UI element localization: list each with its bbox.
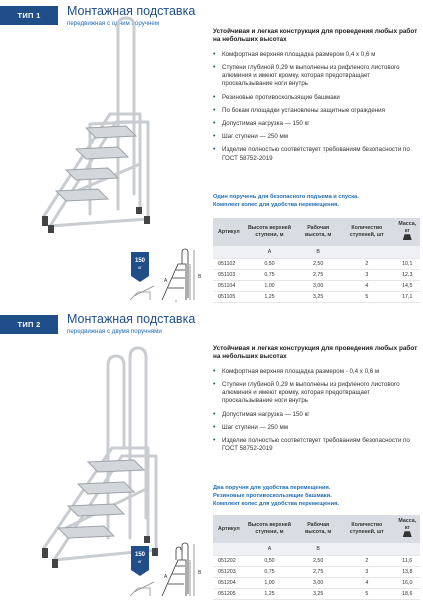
col-header-weight xyxy=(395,515,420,543)
description-title: Устойчивая и легкая конструкция для проведения любых работ на небольших высотах xyxy=(213,345,418,361)
product-description xyxy=(213,345,418,458)
table-cell xyxy=(395,246,420,258)
table-cell: 051103 xyxy=(213,269,242,280)
table-cell: 051105 xyxy=(213,291,242,302)
dimension-b-label: В xyxy=(198,274,202,280)
table-cell: 0,50 xyxy=(242,258,297,269)
table-row xyxy=(213,577,420,588)
table-cell: 12,3 xyxy=(395,269,420,280)
table-row-letters xyxy=(213,543,420,555)
col-header-steps: Количество ступеней, шт xyxy=(339,515,394,543)
table-cell: 4 xyxy=(339,577,394,588)
dimension-diagram xyxy=(128,248,208,304)
table-cell: 5 xyxy=(339,291,394,302)
load-badge xyxy=(131,546,149,576)
type-badge: ТИП 1 xyxy=(0,6,58,25)
product-section-type-2 xyxy=(0,310,423,600)
table-cell: 2,50 xyxy=(297,258,339,269)
col-header-top-step: Высота верхней ступени, м xyxy=(242,218,297,246)
spec-table xyxy=(213,218,420,303)
table-cell: 1,25 xyxy=(242,291,297,302)
table-cell: 4 xyxy=(339,280,394,291)
table-cell: 17,1 xyxy=(395,291,420,302)
table-cell: 2 xyxy=(339,555,394,566)
table-cell: 11,6 xyxy=(395,555,420,566)
table-row xyxy=(213,555,420,566)
col-header-article: Артикул xyxy=(213,515,242,543)
load-capacity-label: 150 xyxy=(134,552,146,558)
table-cell: 1,00 xyxy=(242,577,297,588)
table-row-letters xyxy=(213,246,420,258)
table-cell: 3,00 xyxy=(297,280,339,291)
table-row xyxy=(213,291,420,302)
table-cell: 1,25 xyxy=(242,588,297,599)
load-unit-label: кг xyxy=(138,265,142,270)
table-cell xyxy=(339,543,394,555)
feature-bullet: • Изделие полностью соответствует требованиям безопасности по ГОСТ 58752-2019 xyxy=(213,146,418,162)
spec-table xyxy=(213,515,420,600)
table-cell: 051205 xyxy=(213,588,242,599)
feature-bullet: • Допустимая нагрузка — 150 кг xyxy=(213,411,418,419)
table-cell: 051204 xyxy=(213,577,242,588)
table-cell: 2,75 xyxy=(297,566,339,577)
feature-bullet: • Шаг ступени — 250 мм xyxy=(213,424,418,432)
table-cell: В xyxy=(297,246,339,258)
product-subtitle: передвижная с одним поручнем xyxy=(67,20,160,27)
table-cell: 051202 xyxy=(213,555,242,566)
dimension-b-label: В xyxy=(198,570,202,576)
product-title: Монтажная подставка xyxy=(67,4,196,18)
table-row xyxy=(213,280,420,291)
table-cell: 051102 xyxy=(213,258,242,269)
feature-bullet: • Допустимая нагрузка — 150 кг xyxy=(213,120,418,128)
note-line: Комплект колес для удобства перемещения. xyxy=(213,202,340,208)
table-cell: 0,75 xyxy=(242,269,297,280)
feature-bullet: • Шаг ступени — 250 мм xyxy=(213,133,418,141)
table-cell xyxy=(213,246,242,258)
table-row xyxy=(213,258,420,269)
dimension-a-label: А xyxy=(164,574,168,580)
col-header-top-step: Высота верхней ступени, м xyxy=(242,515,297,543)
table-cell: 3,25 xyxy=(297,588,339,599)
weight-label: Масса, кг xyxy=(398,221,417,234)
dimension-diagram xyxy=(128,542,208,600)
ladder-one-rail-image xyxy=(30,4,160,234)
table-cell: 051203 xyxy=(213,566,242,577)
feature-bullet: • Резиновые противоскользящие башмаки xyxy=(213,94,418,102)
feature-bullet: • Комфортная верхняя площадка размером - 0,4 х 0,6 м xyxy=(213,368,418,376)
table-cell: А xyxy=(242,246,297,258)
table-cell: 16,0 xyxy=(395,577,420,588)
load-unit-label: кг xyxy=(138,559,142,564)
dimension-a-label: А xyxy=(164,278,168,284)
table-cell: 0,75 xyxy=(242,566,297,577)
table-cell xyxy=(395,543,420,555)
table-cell: 3 xyxy=(339,269,394,280)
table-cell: 18,6 xyxy=(395,588,420,599)
table-cell: 10,1 xyxy=(395,258,420,269)
description-title: Устойчивая и легкая конструкция для проведения любых работ на небольших высотах xyxy=(213,28,418,44)
table-cell: 14,5 xyxy=(395,280,420,291)
table-cell xyxy=(339,246,394,258)
table-cell: 2,75 xyxy=(297,269,339,280)
table-row xyxy=(213,269,420,280)
table-cell: 13,8 xyxy=(395,566,420,577)
product-description xyxy=(213,28,418,168)
col-header-weight xyxy=(395,218,420,246)
table-cell: 3,25 xyxy=(297,291,339,302)
product-title: Монтажная подставка xyxy=(67,312,196,326)
feature-bullet: • Комфортная верхняя площадка размером 0,4 х 0,6 м xyxy=(213,51,418,59)
table-cell: 3,00 xyxy=(297,577,339,588)
ladder-two-rails-image xyxy=(30,338,170,573)
type-badge: ТИП 2 xyxy=(0,315,58,334)
feature-bullet: • Ступени глубиной 0,29 м выполнены из рифленого листового алюминия и имеют кромку, которая предотвращает проскальзывание ноги внутрь xyxy=(213,64,418,89)
note-line: Один поручень для безопасного подъема и спуска. xyxy=(213,194,359,200)
feature-bullet: • Ступени глубиной 0,29 м выполнены из рифленого листового алюминия и имеют кромку, которая предотвращает проскальзывание ноги внутрь xyxy=(213,381,418,406)
weight-icon xyxy=(403,531,412,537)
table-cell: 2,50 xyxy=(297,555,339,566)
table-cell: 1,00 xyxy=(242,280,297,291)
table-cell xyxy=(213,543,242,555)
product-subtitle: передвижная с двумя поручнями xyxy=(67,328,162,335)
feature-bullet: • Изделие полностью соответствует требованиям безопасности по ГОСТ 58752-2019 xyxy=(213,437,418,453)
table-cell: 2 xyxy=(339,258,394,269)
table-cell: А xyxy=(242,543,297,555)
note-line: Два поручня для удобства перемещения. xyxy=(213,485,331,491)
weight-icon xyxy=(403,234,412,240)
weight-label: Масса, кг xyxy=(398,518,417,531)
load-capacity-label: 150 xyxy=(134,258,146,264)
feature-bullet: • По бокам площадки установлены защитные ограждения xyxy=(213,107,418,115)
table-row xyxy=(213,566,420,577)
table-cell: В xyxy=(297,543,339,555)
highlight-note xyxy=(213,484,418,508)
table-cell: 051104 xyxy=(213,280,242,291)
col-header-work-height: Рабочая высота, м xyxy=(297,515,339,543)
note-line: Комплект колес для удобства перемещения. xyxy=(213,501,340,507)
load-badge xyxy=(131,252,149,282)
table-cell: 0,50 xyxy=(242,555,297,566)
table-cell: 5 xyxy=(339,588,394,599)
col-header-work-height: Рабочая высота, м xyxy=(297,218,339,246)
note-line: Резиновые противоскользящие башмаки. xyxy=(213,493,332,499)
table-row xyxy=(213,588,420,599)
col-header-steps: Количество ступеней, шт xyxy=(339,218,394,246)
col-header-article: Артикул xyxy=(213,218,242,246)
highlight-note xyxy=(213,193,418,209)
table-cell: 3 xyxy=(339,566,394,577)
